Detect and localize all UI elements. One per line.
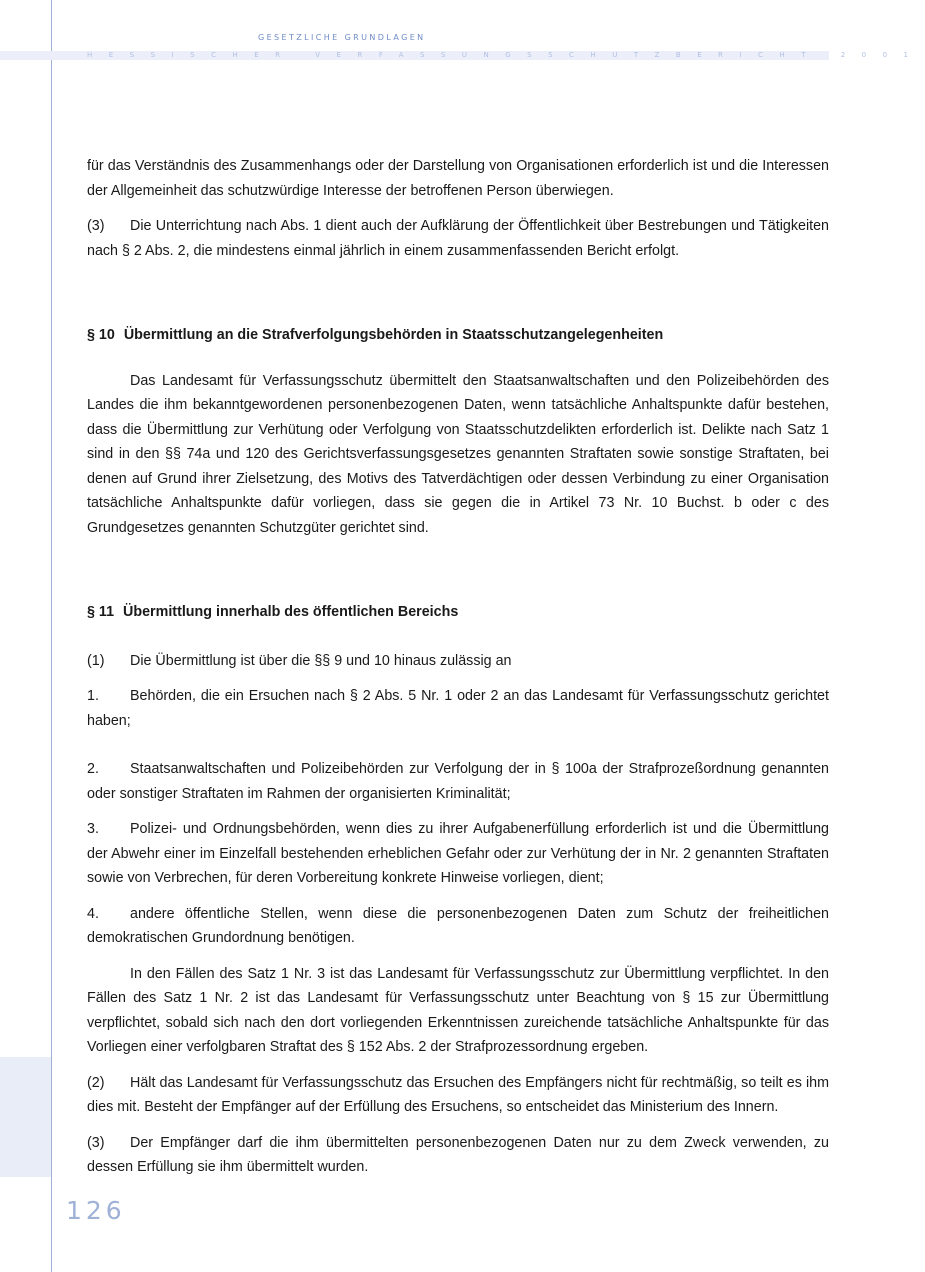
paragraph-text: Die Übermittlung ist über die §§ 9 und 10 hinaus zulässig an <box>130 652 512 669</box>
paragraph-text: Hält das Landesamt für Verfassungsschutz das Ersuchen des Empfängers nicht für rechtmäßig, so teilt es ihm dies mit. Besteht der Empfänger auf der Erfüllung des Ersuchens, so entscheidet das Ministerium des Innern. <box>87 1074 829 1115</box>
paragraph-11-1 <box>87 649 829 674</box>
list-item-3 <box>87 817 829 891</box>
paragraph-number: (3) <box>87 1134 105 1151</box>
running-header-report: HESSISCHER VERFASSUNGSSCHUTZBERICHT 2001 <box>87 51 925 59</box>
paragraph-11-3 <box>87 1131 829 1180</box>
paragraph-11-2 <box>87 1071 829 1120</box>
paragraph-9-3 <box>87 214 829 263</box>
list-item-text: Behörden, die ein Ersuchen nach § 2 Abs. 5 Nr. 1 oder 2 an das Landesamt für Verfassungsschutz gerichtet haben; <box>87 688 829 729</box>
margin-rule <box>51 0 52 1272</box>
list-item-number: 3. <box>87 821 99 837</box>
section-heading-11 <box>87 600 829 625</box>
list-item-text: Polizei- und Ordnungsbehörden, wenn dies zu ihrer Aufgabenerfüllung erforderlich ist und die Übermittlung der Abwehr einer im Einzelfall bestehenden erheblichen Gefahr oder zur Verhütung der in Nr. 2 genannten Straftaten sowie von Verbrechen, für deren Vorbereitung konkrete Hinweise vorliegen, dient; <box>87 821 829 886</box>
paragraph-continuation: für das Verständnis des Zusammenhangs oder der Darstellung von Organisationen erforderlich ist und die Interessen der Allgemeinheit das schutzwürdige Interesse der betroffenen Person überwiegen. <box>87 158 829 199</box>
page-body <box>87 154 829 1180</box>
list-item-text: andere öffentliche Stellen, wenn diese die personenbezogenen Daten zum Schutz der freiheitlichen demokratischen Grundordnung benötigen. <box>87 905 829 946</box>
section-title: Übermittlung an die Strafverfolgungsbehörden in Staatsschutzangelegenheiten <box>123 327 664 343</box>
list-item-number: 4. <box>87 905 99 922</box>
margin-color-block <box>0 1057 51 1177</box>
list-item-2 <box>87 757 829 806</box>
list-item-1 <box>87 684 829 733</box>
list-item-4 <box>87 902 829 951</box>
section-11-followup: In den Fällen des Satz 1 Nr. 3 ist das Landesamt für Verfassungsschutz zur Übermittlung verpflichtet. In den Fällen des Satz 1 Nr. 2 ist das Landesamt für Verfassungsschutz unter Beachtung von § 15 zur Übermittlung verpflichtet, sobald sich nach den dort vorliegenden Erkenntnissen zureichende tatsächliche Anhaltspunkte für das Vorliegen einer verfolgbaren Straftat des § 152 Abs. 2 der Strafprozessordnung ergeben. <box>87 965 829 1055</box>
paragraph-text: Der Empfänger darf die ihm übermittelten personenbezogenen Daten nur zu dem Zweck verwenden, zu dessen Erfüllung sie ihm übermittelt wurden. <box>87 1134 829 1175</box>
section-10-text: Das Landesamt für Verfassungsschutz übermittelt den Staatsanwaltschaften und den Polizeibehörden des Landes die ihm bekanntgewordenen personenbezogenen Daten, wenn tatsächliche Anhaltspunkte dafür bestehen, dass die Übermittlung zur Verhütung oder Verfolgung von Staatsschutzdelikten erforderlich ist. Delikte nach Satz 1 sind in den §§ 74a und 120 des Gerichtsverfassungsgesetzes genannten Straftaten sowie sonstige Straftaten, bei denen auf Grund ihrer Zielsetzung, des Motivs des Tatverdächtigen oder dessen Verbindung zu einer Organisation tatsächliche Anhaltspunkte dafür vorliegen, dass sie gegen die in Artikel 73 Nr. 10 Buchst. b oder c des Grundgesetzes genannten Schutzgüter gerichtet sind. <box>87 372 829 536</box>
paragraph-number: (3) <box>87 218 105 234</box>
list-item-number: 1. <box>87 688 99 704</box>
running-header-section: GESETZLICHE GRUNDLAGEN <box>258 33 426 42</box>
section-title: Übermittlung innerhalb des öffentlichen Bereichs <box>123 604 459 620</box>
list-item-number: 2. <box>87 761 99 777</box>
section-number: § 10 <box>87 327 115 343</box>
paragraph-text: Die Unterrichtung nach Abs. 1 dient auch der Aufklärung der Öffentlichkeit über Bestrebungen und Tätigkeiten nach § 2 Abs. 2, die mindestens einmal jährlich in einem zusammenfassenden Bericht erfolgt. <box>87 218 829 259</box>
section-number: § 11 <box>87 604 115 620</box>
page-number: 126 <box>66 1196 126 1225</box>
paragraph-number: (2) <box>87 1074 105 1091</box>
list-item-text: Staatsanwaltschaften und Polizeibehörden zur Verfolgung der in § 100a der Strafprozeßordnung genannten oder sonstiger Straftaten im Rahmen der organisierten Kriminalität; <box>87 761 829 802</box>
section-heading-10 <box>87 323 829 348</box>
paragraph-number: (1) <box>87 652 105 669</box>
